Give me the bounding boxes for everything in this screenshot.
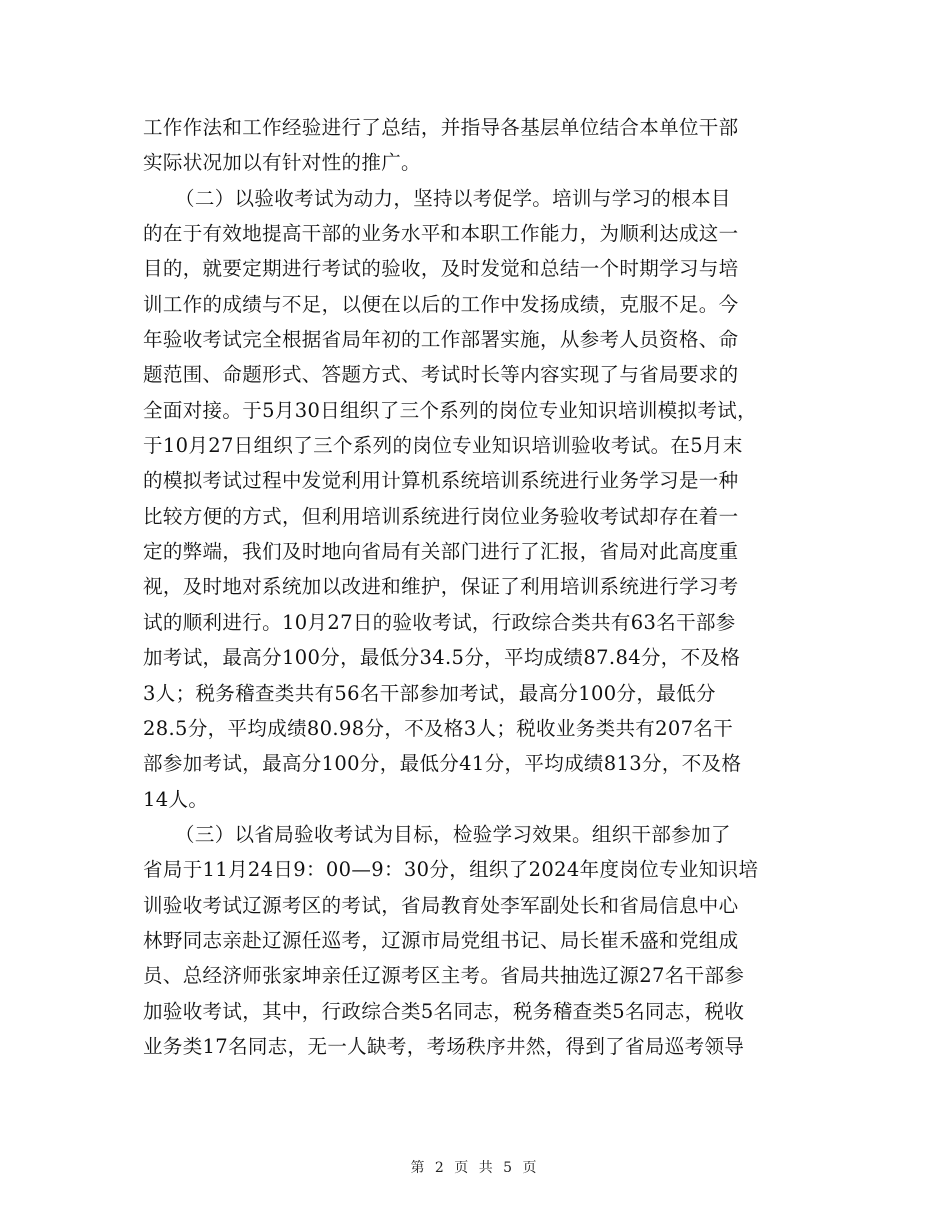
text-line: 3人；税务稽查类共有56名干部参加考试，最高分100分，最低分 (143, 681, 716, 705)
text-line: 于10月27日组织了三个系列的岗位专业知识培训验收考试。在5月末 (143, 434, 743, 458)
text-line: 省局于11月24日9：00—9：30分，组织了2024年度岗位专业知识培 (143, 858, 759, 882)
text-line: 年验收考试完全根据省局年初的工作部署实施，从参考人员资格、命 (143, 328, 739, 352)
text-line: （三）以省局验收考试为目标，检验学习效果。组织干部参加了 (175, 822, 731, 846)
text-line: 题范围、命题形式、答题方式、考试时长等内容实现了与省局要求的 (143, 363, 739, 387)
text-line: 训验收考试辽源考区的考试，省局教育处李军副处长和省局信息中心 (143, 893, 739, 917)
text-line: 加验收考试，其中，行政综合类5名同志，税务稽查类5名同志，税收 (143, 999, 745, 1023)
text-line: 视，及时地对系统加以改进和维护，保证了利用培训系统进行学习考 (143, 575, 739, 599)
text-line: 全面对接。于5月30日组织了三个系列的岗位专业知识培训模拟考试， (143, 398, 757, 422)
text-line: 14人。 (143, 787, 209, 811)
text-line: 加考试，最高分100分，最低分34.5分，平均成绩87.84分，不及格 (143, 646, 741, 670)
body-text (143, 110, 815, 1064)
text-line: 的模拟考试过程中发觉利用计算机系统培训系统进行业务学习是一种 (143, 469, 739, 493)
text-line: 试的顺利进行。10月27日的验收考试，行政综合类共有63名干部参 (143, 610, 736, 634)
text-line: 林野同志亲赴辽源任巡考，辽源市局党组书记、局长崔禾盛和党组成 (143, 928, 739, 952)
text-line: 目的，就要定期进行考试的验收，及时发觉和总结一个时期学习与培 (143, 257, 739, 281)
text-line: 训工作的成绩与不足，以便在以后的工作中发扬成绩，克服不足。今 (143, 292, 739, 316)
text-line: 员、总经济师张家坤亲任辽源考区主考。省局共抽选辽源27名干部参 (143, 964, 745, 988)
text-line: 工作作法和工作经验进行了总结，并指导各基层单位结合本单位干部 (143, 116, 739, 139)
text-line: 的在于有效地提高干部的业务水平和本职工作能力，为顺利达成这一 (143, 222, 739, 246)
page-number-footer: 第 2 页 共 5 页 (410, 1160, 540, 1176)
text-line: 部参加考试，最高分100分，最低分41分，平均成绩813分，不及格 (143, 752, 742, 776)
text-line: 定的弊端，我们及时地向省局有关部门进行了汇报，省局对此高度重 (143, 540, 739, 564)
text-line: 业务类17名同志，无一人缺考，考场秩序井然，得到了省局巡考领导 (143, 1034, 745, 1058)
text-line: 28.5分，平均成绩80.98分，不及格3人；税收业务类共有207名干 (143, 716, 734, 740)
text-line: （二）以验收考试为动力，坚持以考促学。培训与学习的根本目 (175, 186, 731, 210)
text-line: 实际状况加以有针对性的推广。 (143, 151, 421, 175)
text-line: 比较方便的方式，但利用培训系统进行岗位业务验收考试却存在着一 (143, 504, 739, 528)
